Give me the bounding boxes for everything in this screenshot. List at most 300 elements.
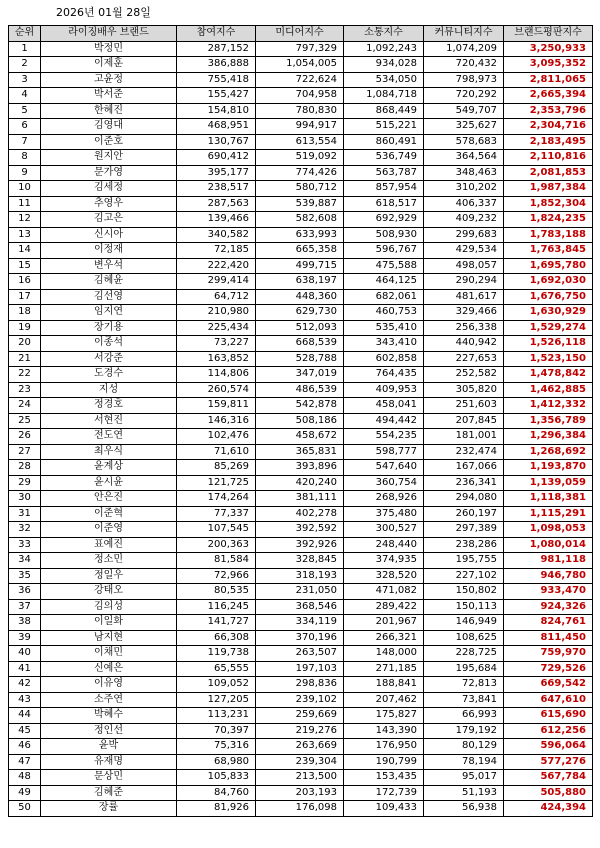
actor-name-cell: 장기용 xyxy=(41,320,177,336)
rank-cell: 8 xyxy=(9,150,41,166)
table-row xyxy=(9,708,593,724)
communication-cell: 266,321 xyxy=(344,630,424,646)
communication-cell: 328,520 xyxy=(344,568,424,584)
media-cell: 1,054,005 xyxy=(256,57,344,73)
participation-cell: 299,414 xyxy=(177,274,256,290)
communication-cell: 207,462 xyxy=(344,692,424,708)
participation-cell: 340,582 xyxy=(177,227,256,243)
participation-cell: 130,767 xyxy=(177,134,256,150)
media-cell: 519,092 xyxy=(256,150,344,166)
community-cell: 440,942 xyxy=(424,336,504,352)
header-participation: 참여지수 xyxy=(177,26,256,42)
actor-name-cell: 윤시윤 xyxy=(41,475,177,491)
community-cell: 228,725 xyxy=(424,646,504,662)
communication-cell: 868,449 xyxy=(344,103,424,119)
actor-name-cell: 고윤정 xyxy=(41,72,177,88)
brand-score-cell: 1,783,188 xyxy=(504,227,593,243)
table-row xyxy=(9,723,593,739)
media-cell: 219,276 xyxy=(256,723,344,739)
community-cell: 227,102 xyxy=(424,568,504,584)
brand-score-cell: 424,394 xyxy=(504,801,593,817)
brand-score-cell: 1,695,780 xyxy=(504,258,593,274)
participation-cell: 81,926 xyxy=(177,801,256,817)
rank-cell: 50 xyxy=(9,801,41,817)
table-row xyxy=(9,615,593,631)
header-community: 커뮤니티지수 xyxy=(424,26,504,42)
brand-score-cell: 1,526,118 xyxy=(504,336,593,352)
participation-cell: 66,308 xyxy=(177,630,256,646)
media-cell: 580,712 xyxy=(256,181,344,197)
rank-cell: 46 xyxy=(9,739,41,755)
table-row xyxy=(9,258,593,274)
brand-score-cell: 811,450 xyxy=(504,630,593,646)
actor-name-cell: 이준호 xyxy=(41,134,177,150)
actor-name-cell: 신예은 xyxy=(41,661,177,677)
participation-cell: 755,418 xyxy=(177,72,256,88)
community-cell: 51,193 xyxy=(424,785,504,801)
rank-cell: 3 xyxy=(9,72,41,88)
communication-cell: 268,926 xyxy=(344,491,424,507)
media-cell: 665,358 xyxy=(256,243,344,259)
actor-name-cell: 이제훈 xyxy=(41,57,177,73)
table-row xyxy=(9,739,593,755)
community-cell: 227,653 xyxy=(424,351,504,367)
participation-cell: 116,245 xyxy=(177,599,256,615)
media-cell: 448,360 xyxy=(256,289,344,305)
participation-cell: 72,185 xyxy=(177,243,256,259)
participation-cell: 68,980 xyxy=(177,754,256,770)
table-row xyxy=(9,754,593,770)
media-cell: 392,926 xyxy=(256,537,344,553)
communication-cell: 682,061 xyxy=(344,289,424,305)
table-row xyxy=(9,646,593,662)
media-cell: 203,193 xyxy=(256,785,344,801)
actor-name-cell: 김혜준 xyxy=(41,785,177,801)
brand-reputation-table xyxy=(8,25,593,817)
brand-score-cell: 669,542 xyxy=(504,677,593,693)
participation-cell: 690,412 xyxy=(177,150,256,166)
participation-cell: 75,316 xyxy=(177,739,256,755)
rank-cell: 12 xyxy=(9,212,41,228)
actor-name-cell: 김의성 xyxy=(41,599,177,615)
media-cell: 381,111 xyxy=(256,491,344,507)
brand-score-cell: 2,110,816 xyxy=(504,150,593,166)
table-row xyxy=(9,119,593,135)
media-cell: 420,240 xyxy=(256,475,344,491)
table-row xyxy=(9,770,593,786)
table-row xyxy=(9,568,593,584)
media-cell: 638,197 xyxy=(256,274,344,290)
communication-cell: 143,390 xyxy=(344,723,424,739)
brand-score-cell: 1,763,845 xyxy=(504,243,593,259)
communication-cell: 190,799 xyxy=(344,754,424,770)
participation-cell: 238,517 xyxy=(177,181,256,197)
participation-cell: 146,316 xyxy=(177,413,256,429)
participation-cell: 84,760 xyxy=(177,785,256,801)
rank-cell: 32 xyxy=(9,522,41,538)
participation-cell: 114,806 xyxy=(177,367,256,383)
media-cell: 780,830 xyxy=(256,103,344,119)
community-cell: 325,627 xyxy=(424,119,504,135)
communication-cell: 289,422 xyxy=(344,599,424,615)
table-row xyxy=(9,506,593,522)
actor-name-cell: 변우석 xyxy=(41,258,177,274)
table-row xyxy=(9,289,593,305)
communication-cell: 409,953 xyxy=(344,382,424,398)
participation-cell: 174,264 xyxy=(177,491,256,507)
table-row xyxy=(9,336,593,352)
participation-cell: 155,427 xyxy=(177,88,256,104)
rank-cell: 44 xyxy=(9,708,41,724)
brand-score-cell: 2,811,065 xyxy=(504,72,593,88)
community-cell: 310,202 xyxy=(424,181,504,197)
brand-score-cell: 647,610 xyxy=(504,692,593,708)
community-cell: 720,292 xyxy=(424,88,504,104)
communication-cell: 857,954 xyxy=(344,181,424,197)
participation-cell: 64,712 xyxy=(177,289,256,305)
communication-cell: 360,754 xyxy=(344,475,424,491)
actor-name-cell: 지성 xyxy=(41,382,177,398)
table-row xyxy=(9,196,593,212)
participation-cell: 80,535 xyxy=(177,584,256,600)
table-row xyxy=(9,553,593,569)
table-row xyxy=(9,460,593,476)
media-cell: 368,546 xyxy=(256,599,344,615)
brand-score-cell: 2,665,394 xyxy=(504,88,593,104)
media-cell: 176,098 xyxy=(256,801,344,817)
table-row xyxy=(9,57,593,73)
community-cell: 232,474 xyxy=(424,444,504,460)
actor-name-cell: 추영우 xyxy=(41,196,177,212)
table-row xyxy=(9,429,593,445)
community-cell: 150,113 xyxy=(424,599,504,615)
actor-name-cell: 강태오 xyxy=(41,584,177,600)
brand-score-cell: 1,630,929 xyxy=(504,305,593,321)
communication-cell: 554,235 xyxy=(344,429,424,445)
brand-score-cell: 1,824,235 xyxy=(504,212,593,228)
media-cell: 365,831 xyxy=(256,444,344,460)
communication-cell: 494,442 xyxy=(344,413,424,429)
brand-score-cell: 1,356,789 xyxy=(504,413,593,429)
table-row xyxy=(9,522,593,538)
actor-name-cell: 김영대 xyxy=(41,119,177,135)
communication-cell: 109,433 xyxy=(344,801,424,817)
community-cell: 108,625 xyxy=(424,630,504,646)
participation-cell: 109,052 xyxy=(177,677,256,693)
brand-score-cell: 596,064 xyxy=(504,739,593,755)
media-cell: 613,554 xyxy=(256,134,344,150)
header-rank: 순위 xyxy=(9,26,41,42)
rank-cell: 35 xyxy=(9,568,41,584)
community-cell: 179,192 xyxy=(424,723,504,739)
participation-cell: 287,563 xyxy=(177,196,256,212)
table-row xyxy=(9,367,593,383)
participation-cell: 210,980 xyxy=(177,305,256,321)
table-row xyxy=(9,320,593,336)
community-cell: 146,949 xyxy=(424,615,504,631)
community-cell: 294,080 xyxy=(424,491,504,507)
actor-name-cell: 김선영 xyxy=(41,289,177,305)
participation-cell: 73,227 xyxy=(177,336,256,352)
brand-score-cell: 1,098,053 xyxy=(504,522,593,538)
community-cell: 798,973 xyxy=(424,72,504,88)
rank-cell: 28 xyxy=(9,460,41,476)
media-cell: 704,958 xyxy=(256,88,344,104)
brand-score-cell: 1,118,381 xyxy=(504,491,593,507)
participation-cell: 119,738 xyxy=(177,646,256,662)
brand-score-cell: 2,081,853 xyxy=(504,165,593,181)
rank-cell: 5 xyxy=(9,103,41,119)
participation-cell: 141,727 xyxy=(177,615,256,631)
actor-name-cell: 이준영 xyxy=(41,522,177,538)
community-cell: 236,341 xyxy=(424,475,504,491)
brand-score-cell: 1,676,750 xyxy=(504,289,593,305)
rank-cell: 16 xyxy=(9,274,41,290)
rank-cell: 36 xyxy=(9,584,41,600)
media-cell: 239,304 xyxy=(256,754,344,770)
actor-name-cell: 문가영 xyxy=(41,165,177,181)
table-row xyxy=(9,692,593,708)
communication-cell: 148,000 xyxy=(344,646,424,662)
actor-name-cell: 표예진 xyxy=(41,537,177,553)
header-brand: 라이징배우 브랜드 xyxy=(41,26,177,42)
table-row xyxy=(9,212,593,228)
communication-cell: 201,967 xyxy=(344,615,424,631)
media-cell: 318,193 xyxy=(256,568,344,584)
brand-score-cell: 981,118 xyxy=(504,553,593,569)
community-cell: 56,938 xyxy=(424,801,504,817)
table-row xyxy=(9,165,593,181)
media-cell: 231,050 xyxy=(256,584,344,600)
media-cell: 392,592 xyxy=(256,522,344,538)
header-brand-reputation: 브랜드평판지수 xyxy=(504,26,593,42)
rank-cell: 10 xyxy=(9,181,41,197)
actor-name-cell: 안은진 xyxy=(41,491,177,507)
media-cell: 774,426 xyxy=(256,165,344,181)
media-cell: 633,993 xyxy=(256,227,344,243)
media-cell: 259,669 xyxy=(256,708,344,724)
communication-cell: 563,787 xyxy=(344,165,424,181)
rank-cell: 4 xyxy=(9,88,41,104)
actor-name-cell: 전도연 xyxy=(41,429,177,445)
community-cell: 409,232 xyxy=(424,212,504,228)
communication-cell: 934,028 xyxy=(344,57,424,73)
brand-score-cell: 1,529,274 xyxy=(504,320,593,336)
media-cell: 486,539 xyxy=(256,382,344,398)
participation-cell: 287,152 xyxy=(177,41,256,57)
media-cell: 458,672 xyxy=(256,429,344,445)
actor-name-cell: 윤박 xyxy=(41,739,177,755)
brand-score-cell: 1,080,014 xyxy=(504,537,593,553)
rank-cell: 29 xyxy=(9,475,41,491)
actor-name-cell: 윤계상 xyxy=(41,460,177,476)
media-cell: 197,103 xyxy=(256,661,344,677)
communication-cell: 860,491 xyxy=(344,134,424,150)
actor-name-cell: 문상민 xyxy=(41,770,177,786)
media-cell: 334,119 xyxy=(256,615,344,631)
actor-name-cell: 소주연 xyxy=(41,692,177,708)
media-cell: 582,608 xyxy=(256,212,344,228)
communication-cell: 547,640 xyxy=(344,460,424,476)
media-cell: 539,887 xyxy=(256,196,344,212)
brand-score-cell: 615,690 xyxy=(504,708,593,724)
rank-cell: 41 xyxy=(9,661,41,677)
communication-cell: 464,125 xyxy=(344,274,424,290)
media-cell: 298,836 xyxy=(256,677,344,693)
media-cell: 263,669 xyxy=(256,739,344,755)
actor-name-cell: 박서준 xyxy=(41,88,177,104)
communication-cell: 515,221 xyxy=(344,119,424,135)
media-cell: 499,715 xyxy=(256,258,344,274)
table-row xyxy=(9,274,593,290)
actor-name-cell: 이일화 xyxy=(41,615,177,631)
rank-cell: 48 xyxy=(9,770,41,786)
brand-score-cell: 3,095,352 xyxy=(504,57,593,73)
table-row xyxy=(9,227,593,243)
header-media: 미디어지수 xyxy=(256,26,344,42)
table-row xyxy=(9,88,593,104)
community-cell: 72,813 xyxy=(424,677,504,693)
brand-score-cell: 759,970 xyxy=(504,646,593,662)
brand-score-cell: 2,304,716 xyxy=(504,119,593,135)
media-cell: 263,507 xyxy=(256,646,344,662)
brand-score-cell: 2,183,495 xyxy=(504,134,593,150)
communication-cell: 1,084,718 xyxy=(344,88,424,104)
community-cell: 297,389 xyxy=(424,522,504,538)
brand-score-cell: 1,296,384 xyxy=(504,429,593,445)
actor-name-cell: 김세정 xyxy=(41,181,177,197)
participation-cell: 225,434 xyxy=(177,320,256,336)
table-row xyxy=(9,150,593,166)
rank-cell: 47 xyxy=(9,754,41,770)
community-cell: 720,432 xyxy=(424,57,504,73)
brand-score-cell: 1,462,885 xyxy=(504,382,593,398)
rank-cell: 38 xyxy=(9,615,41,631)
community-cell: 256,338 xyxy=(424,320,504,336)
communication-cell: 1,092,243 xyxy=(344,41,424,57)
rank-cell: 24 xyxy=(9,398,41,414)
community-cell: 406,337 xyxy=(424,196,504,212)
communication-cell: 618,517 xyxy=(344,196,424,212)
media-cell: 347,019 xyxy=(256,367,344,383)
community-cell: 207,845 xyxy=(424,413,504,429)
community-cell: 195,755 xyxy=(424,553,504,569)
community-cell: 1,074,209 xyxy=(424,41,504,57)
community-cell: 348,463 xyxy=(424,165,504,181)
brand-score-cell: 1,412,332 xyxy=(504,398,593,414)
participation-cell: 468,951 xyxy=(177,119,256,135)
community-cell: 549,707 xyxy=(424,103,504,119)
table-row xyxy=(9,444,593,460)
communication-cell: 374,935 xyxy=(344,553,424,569)
media-cell: 629,730 xyxy=(256,305,344,321)
media-cell: 668,539 xyxy=(256,336,344,352)
brand-score-cell: 1,193,870 xyxy=(504,460,593,476)
rank-cell: 42 xyxy=(9,677,41,693)
participation-cell: 113,231 xyxy=(177,708,256,724)
communication-cell: 598,777 xyxy=(344,444,424,460)
rank-cell: 49 xyxy=(9,785,41,801)
participation-cell: 222,420 xyxy=(177,258,256,274)
actor-name-cell: 서강준 xyxy=(41,351,177,367)
community-cell: 251,603 xyxy=(424,398,504,414)
community-cell: 95,017 xyxy=(424,770,504,786)
participation-cell: 139,466 xyxy=(177,212,256,228)
participation-cell: 72,966 xyxy=(177,568,256,584)
communication-cell: 375,480 xyxy=(344,506,424,522)
header-row xyxy=(9,26,593,42)
table-row xyxy=(9,584,593,600)
brand-score-cell: 1,139,059 xyxy=(504,475,593,491)
community-cell: 80,129 xyxy=(424,739,504,755)
actor-name-cell: 이종석 xyxy=(41,336,177,352)
community-cell: 305,820 xyxy=(424,382,504,398)
actor-name-cell: 김혜윤 xyxy=(41,274,177,290)
communication-cell: 536,749 xyxy=(344,150,424,166)
participation-cell: 395,177 xyxy=(177,165,256,181)
rank-cell: 9 xyxy=(9,165,41,181)
rank-cell: 17 xyxy=(9,289,41,305)
actor-name-cell: 이준혁 xyxy=(41,506,177,522)
actor-name-cell: 김고은 xyxy=(41,212,177,228)
rank-cell: 23 xyxy=(9,382,41,398)
actor-name-cell: 박정민 xyxy=(41,41,177,57)
table-row xyxy=(9,72,593,88)
actor-name-cell: 원지안 xyxy=(41,150,177,166)
brand-score-cell: 2,353,796 xyxy=(504,103,593,119)
brand-score-cell: 1,692,030 xyxy=(504,274,593,290)
community-cell: 578,683 xyxy=(424,134,504,150)
brand-score-cell: 1,115,291 xyxy=(504,506,593,522)
header-communication: 소통지수 xyxy=(344,26,424,42)
media-cell: 528,788 xyxy=(256,351,344,367)
actor-name-cell: 정소민 xyxy=(41,553,177,569)
rank-cell: 21 xyxy=(9,351,41,367)
communication-cell: 153,435 xyxy=(344,770,424,786)
community-cell: 252,582 xyxy=(424,367,504,383)
table-row xyxy=(9,103,593,119)
table-row xyxy=(9,475,593,491)
brand-score-cell: 1,852,304 xyxy=(504,196,593,212)
communication-cell: 248,440 xyxy=(344,537,424,553)
brand-score-cell: 505,880 xyxy=(504,785,593,801)
actor-name-cell: 장률 xyxy=(41,801,177,817)
community-cell: 429,534 xyxy=(424,243,504,259)
participation-cell: 77,337 xyxy=(177,506,256,522)
community-cell: 329,466 xyxy=(424,305,504,321)
table-row xyxy=(9,41,593,57)
communication-cell: 602,858 xyxy=(344,351,424,367)
media-cell: 402,278 xyxy=(256,506,344,522)
rank-cell: 33 xyxy=(9,537,41,553)
brand-score-cell: 1,478,842 xyxy=(504,367,593,383)
brand-score-cell: 924,326 xyxy=(504,599,593,615)
brand-score-cell: 1,987,384 xyxy=(504,181,593,197)
communication-cell: 475,588 xyxy=(344,258,424,274)
rank-cell: 37 xyxy=(9,599,41,615)
rank-cell: 19 xyxy=(9,320,41,336)
participation-cell: 102,476 xyxy=(177,429,256,445)
community-cell: 195,684 xyxy=(424,661,504,677)
participation-cell: 71,610 xyxy=(177,444,256,460)
brand-score-cell: 946,780 xyxy=(504,568,593,584)
community-cell: 290,294 xyxy=(424,274,504,290)
participation-cell: 200,363 xyxy=(177,537,256,553)
communication-cell: 460,753 xyxy=(344,305,424,321)
actor-name-cell: 임지연 xyxy=(41,305,177,321)
community-cell: 498,057 xyxy=(424,258,504,274)
communication-cell: 175,827 xyxy=(344,708,424,724)
